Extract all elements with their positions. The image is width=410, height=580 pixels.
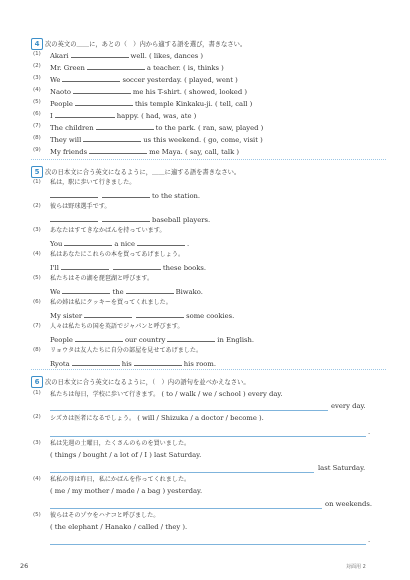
sentence-end: some cookies. — [186, 312, 235, 320]
section-5 — [31, 166, 386, 368]
sentence-end: . — [186, 240, 190, 248]
exercise-item — [31, 322, 386, 332]
sentence-start: I'll — [50, 264, 59, 272]
exercise-item — [31, 226, 386, 236]
sentence-end: me his T-shirt. ( showed, looked ) — [132, 88, 247, 96]
item-number: (4) — [33, 87, 41, 93]
japanese-sentence: リョウタは友人たちに自分の部屋を見せてあげました。 — [50, 347, 203, 354]
sentence-start: My sister — [50, 312, 83, 320]
exercise-item — [31, 298, 386, 308]
exercise-item — [31, 146, 386, 156]
english-line — [31, 190, 386, 200]
item-number: (5) — [33, 512, 41, 518]
answer-blank[interactable] — [62, 286, 110, 294]
answer-row — [31, 427, 386, 437]
sentence-start: Ryota — [50, 360, 70, 368]
item-number: (7) — [33, 323, 41, 329]
item-number: (2) — [33, 414, 41, 420]
japanese-sentence: 彼らは野球選手です。 — [50, 203, 111, 210]
item-number: (3) — [33, 227, 41, 233]
japanese-sentence: 私はあなたにこれらの本を買ってあげましょう。 — [50, 251, 185, 258]
sentence-end: well. ( likes, dances ) — [130, 52, 204, 60]
answer-line[interactable] — [50, 410, 328, 411]
answer-blank[interactable] — [167, 334, 215, 342]
item-number: (9) — [33, 147, 41, 153]
item-number: (6) — [33, 111, 41, 117]
sentence-end: this temple Kinkaku-ji. ( tell, call ) — [134, 100, 253, 108]
answer-blank[interactable] — [84, 310, 132, 318]
section-6 — [31, 376, 386, 544]
word-bank: ( will / Shizuka / a doctor / become ). — [137, 414, 264, 422]
sentence-end: baseball players. — [152, 216, 211, 224]
exercise-item — [31, 346, 386, 356]
section-instruction: 次の英文の＿＿に，あとの（ ）内から適する語を選び，書きなさい。 — [45, 41, 247, 48]
answer-blank[interactable] — [137, 238, 185, 246]
item-number: (2) — [33, 63, 41, 69]
sentence-start: They will — [50, 136, 82, 144]
answer-blank[interactable] — [134, 358, 182, 366]
english-line — [31, 310, 386, 320]
answer-row — [31, 463, 386, 473]
item-number: (3) — [33, 440, 41, 446]
sentence-end: . — [368, 428, 371, 436]
item-number: (7) — [33, 123, 41, 129]
section-4 — [31, 38, 386, 156]
japanese-sentence: 私たちはその湖を琵琶湖と呼びます。 — [50, 275, 154, 282]
japanese-sentence: 私は先週の土曜日，たくさんのものを買いました。 — [50, 440, 191, 447]
section-divider — [31, 369, 386, 370]
exercise-item — [31, 50, 386, 60]
exercise-item — [31, 134, 386, 144]
word-bank: ( to / walk / we / school ) every day. — [161, 390, 283, 398]
japanese-sentence: 私私の母は昨日，私にかばんを作ってくれました。 — [50, 476, 191, 483]
answer-line[interactable] — [50, 508, 322, 509]
japanese-sentence: 私たちは毎日，学校に歩いて行きます。 — [50, 391, 160, 398]
sentence-start: Mr. Green — [50, 64, 85, 72]
sentence-middle: a nice — [114, 240, 135, 248]
english-line — [31, 286, 386, 296]
answer-row — [31, 401, 386, 411]
sentence-start: I — [50, 112, 53, 120]
exercise-item — [31, 274, 386, 284]
answer-blank[interactable] — [102, 190, 150, 198]
section-divider — [31, 159, 386, 160]
sentence-end: me Maya. ( say, call, talk ) — [149, 148, 240, 156]
answer-blank[interactable] — [89, 146, 147, 154]
item-number: (6) — [33, 299, 41, 305]
answer-blank[interactable] — [62, 74, 120, 82]
sentence-end: soccer yesterday. ( played, went ) — [122, 76, 238, 84]
section-instruction: 次の日本文に合う英文になるように，＿＿に適する語を書きなさい。 — [45, 169, 241, 176]
answer-blank[interactable] — [102, 214, 150, 222]
english-line — [31, 262, 386, 272]
item-number: (8) — [33, 135, 41, 141]
sentence-end: to the station. — [152, 192, 201, 200]
sentence-middle: the — [112, 288, 124, 296]
sentence-start: People — [50, 100, 73, 108]
footer-code: 対面用 2 — [346, 564, 366, 570]
item-number: (1) — [33, 179, 41, 185]
sentence-middle: his — [121, 360, 132, 368]
answer-blank[interactable] — [71, 50, 129, 58]
answer-blank[interactable] — [50, 190, 98, 198]
sentence-end: us this weekend. ( go, come, visit ) — [143, 136, 263, 144]
answer-blank[interactable] — [136, 310, 184, 318]
item-number: (2) — [33, 203, 41, 209]
sentence-start: We — [50, 76, 61, 84]
answer-blank[interactable] — [75, 98, 133, 106]
answer-blank[interactable] — [113, 262, 161, 270]
english-line — [31, 214, 386, 224]
section-5-header — [31, 166, 386, 177]
section-4-header — [31, 38, 386, 49]
sentence-middle: our country — [124, 336, 166, 344]
word-bank: ( things / bought / a lot of / I ) last Saturday. — [50, 451, 202, 459]
sentence-start: Akari — [50, 52, 69, 60]
japanese-sentence: 私の姉は私にクッキーを買ってくれました。 — [50, 299, 172, 306]
exercise-item — [31, 74, 386, 84]
sentence-start: People — [50, 336, 73, 344]
exercise-item — [31, 202, 386, 212]
answer-blank[interactable] — [61, 262, 109, 270]
item-number: (8) — [33, 347, 41, 353]
japanese-sentence: シズカは医者になるでしょう。 — [50, 415, 136, 422]
sentence-start: We — [50, 288, 61, 296]
item-number: (4) — [33, 251, 41, 257]
exercise-item — [31, 122, 386, 132]
exercise-item — [31, 413, 386, 423]
answer-blank[interactable] — [55, 110, 115, 118]
item-number: (5) — [33, 275, 41, 281]
answer-blank[interactable] — [73, 86, 131, 94]
sentence-end: . — [368, 536, 371, 544]
answer-line[interactable] — [50, 544, 366, 545]
sentence-end: these books. — [162, 264, 207, 272]
japanese-sentence: 彼らはそのゾウをハナコと呼びました。 — [50, 512, 160, 519]
section-number: 6 — [31, 376, 43, 388]
exercise-item — [31, 62, 386, 72]
page-number: 26 — [20, 562, 29, 570]
word-bank-row — [31, 522, 386, 532]
exercise-item — [31, 98, 386, 108]
answer-blank[interactable] — [72, 358, 120, 366]
japanese-sentence: 人々は私たちの国を英語でジャパンと呼びます。 — [50, 323, 184, 330]
sentence-end: Biwako. — [175, 288, 203, 296]
section-number: 5 — [31, 166, 43, 178]
answer-line[interactable] — [50, 436, 366, 437]
english-line — [31, 334, 386, 344]
item-number: (1) — [33, 51, 41, 57]
answer-blank[interactable] — [50, 214, 98, 222]
exercise-item — [31, 250, 386, 260]
item-number: (5) — [33, 99, 41, 105]
word-bank: ( the elephant / Hanako / called / they ). — [50, 523, 188, 531]
sentence-end: to the park. ( ran, saw, played ) — [155, 124, 264, 132]
answer-blank[interactable] — [87, 62, 145, 70]
answer-blank[interactable] — [96, 122, 154, 130]
section-instruction: 次の日本文に合う英文になるように，（ ）内の語句を並べかえなさい。 — [45, 379, 250, 386]
word-bank: ( me / my mother / made / a bag ) yesterday. — [50, 487, 203, 495]
exercise-item — [31, 110, 386, 120]
exercise-item — [31, 86, 386, 96]
sentence-end: happy. ( had, was, ate ) — [116, 112, 197, 120]
word-bank-row — [31, 486, 386, 496]
answer-blank[interactable] — [64, 238, 112, 246]
sentence-end: in English. — [217, 336, 255, 344]
word-bank-row — [31, 450, 386, 460]
sentence-end: a teacher. ( is, thinks ) — [146, 64, 224, 72]
exercise-item — [31, 178, 386, 188]
english-line — [31, 238, 386, 248]
sentence-end: last Saturday. — [318, 464, 366, 472]
item-number: (4) — [33, 476, 41, 482]
japanese-sentence: あなたはすてきなかばんを持っています。 — [50, 227, 166, 234]
sentence-start: The children — [50, 124, 94, 132]
exercise-item — [31, 475, 386, 485]
exercise-item — [31, 389, 386, 399]
item-number: (3) — [33, 75, 41, 81]
sentence-start: My friends — [50, 148, 88, 156]
item-number: (1) — [33, 390, 41, 396]
answer-blank[interactable] — [75, 334, 123, 342]
section-number: 4 — [31, 38, 43, 50]
section-6-header — [31, 376, 386, 387]
sentence-end: on weekends. — [325, 500, 373, 508]
exercise-item — [31, 511, 386, 521]
answer-blank[interactable] — [83, 134, 141, 142]
sentence-end: every day. — [331, 402, 366, 410]
english-line — [31, 358, 386, 368]
sentence-start: Naoto — [50, 88, 71, 96]
answer-line[interactable] — [50, 472, 314, 473]
japanese-sentence: 私は，駅に歩いて行きました。 — [50, 179, 136, 186]
answer-blank[interactable] — [126, 286, 174, 294]
answer-row — [31, 499, 386, 509]
answer-row — [31, 535, 386, 545]
sentence-start: You — [50, 240, 63, 248]
exercise-item — [31, 439, 386, 449]
sentence-end: his room. — [183, 360, 217, 368]
